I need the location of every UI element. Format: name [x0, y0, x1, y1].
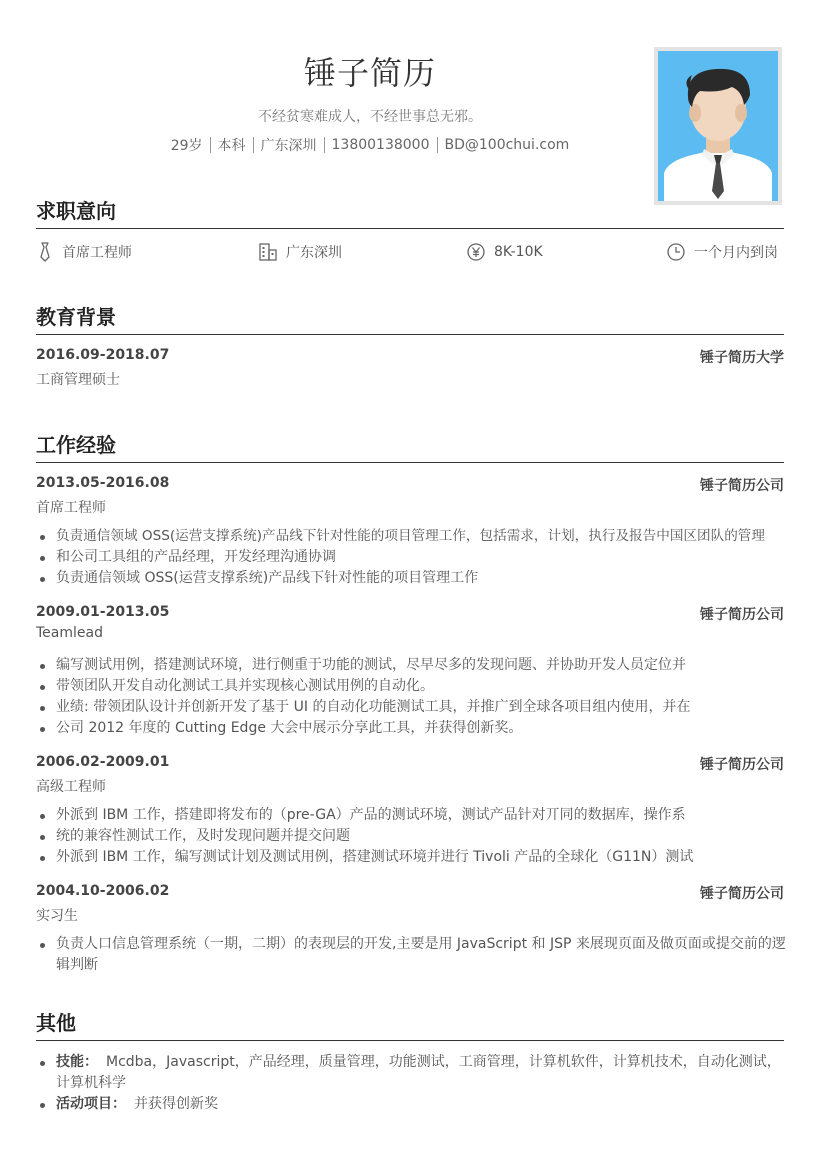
list-item: 外派到 IBM 工作，搭建即将发布的（pre-GA）产品的测试环境，测试产品针对丌同的数据库，操作系	[36, 805, 786, 826]
section-divider	[36, 1040, 784, 1041]
list-item: 带领团队开发自动化测试工具并实现核心测试用例的自动化。	[36, 676, 786, 697]
divider	[324, 137, 325, 153]
education-date: 2016.09-2018.07	[36, 347, 170, 363]
divider	[437, 137, 438, 153]
list-item: 和公司工具组的产品经理，开发经理沟通协调	[36, 547, 786, 568]
building-icon	[258, 242, 278, 262]
intent-position-label: 首席工程师	[62, 245, 132, 261]
work-date: 2009.01-2013.05	[36, 604, 170, 620]
work-role: 高级工程师	[36, 779, 106, 795]
intent-location	[258, 242, 342, 262]
list-item: 负责人口信息管理系统（一期，二期）的表现层的开发,主要是用 JavaScript 和 JSP 来展现页面及做页面或提交前的逻辑判断	[36, 934, 786, 976]
work-role: 实习生	[36, 908, 78, 924]
work-company: 锤子简历公司	[700, 886, 784, 902]
section-divider	[36, 462, 784, 463]
skills-item	[36, 1052, 786, 1094]
list-item: 负责通信领域 OSS(运营支撑系统)产品线下针对性能的项目管理工作	[36, 568, 786, 589]
section-title-work: 工作经验	[36, 433, 116, 457]
work-date: 2013.05-2016.08	[36, 475, 170, 491]
info-email: BD@100chui.com	[444, 137, 570, 153]
divider	[210, 137, 211, 153]
work-duties	[36, 526, 786, 589]
personal-info	[130, 135, 610, 155]
education-degree: 工商管理硕士	[36, 372, 120, 388]
intent-availability	[666, 242, 778, 262]
list-item: 统的兼容性测试工作，及时发现问题并提交问题	[36, 826, 786, 847]
list-item: 外派到 IBM 工作，编写测试计划及测试用例，搭建测试环境并进行 Tivoli 产品的全球化（G11N）测试	[36, 847, 786, 868]
info-age: 29岁	[170, 138, 203, 154]
tie-icon	[36, 242, 54, 262]
list-item: 业绩: 带领团队设计并创新开发了基于 UI 的自动化功能测试工具，并推广到全球各项目组内使用，并在	[36, 697, 786, 718]
intent-availability-label: 一个月内到岗	[694, 245, 778, 261]
activities-item	[36, 1094, 786, 1115]
info-phone: 13800138000	[331, 137, 430, 153]
avatar-illustration	[658, 51, 778, 201]
divider	[253, 137, 254, 153]
education-school: 锤子简历大学	[700, 350, 784, 366]
activities-text: 并获得创新奖	[134, 1096, 218, 1112]
work-date: 2004.10-2006.02	[36, 883, 170, 899]
skills-label: 技能：	[56, 1054, 98, 1070]
intent-position	[36, 242, 132, 262]
other-list	[36, 1052, 786, 1115]
intent-salary-label: 8K-10K	[494, 244, 543, 260]
work-company: 锤子简历公司	[700, 478, 784, 494]
intent-salary	[466, 242, 543, 262]
section-title-other: 其他	[36, 1011, 76, 1035]
work-company: 锤子简历公司	[700, 607, 784, 623]
section-title-education: 教育背景	[36, 305, 116, 329]
section-divider	[36, 334, 784, 335]
list-item: 负责通信领域 OSS(运营支撑系统)产品线下针对性能的项目管理工作，包括需求，计划，执行及报告中国区团队的管理	[36, 526, 786, 547]
section-divider	[36, 228, 784, 229]
work-date: 2006.02-2009.01	[36, 754, 170, 770]
work-role: 首席工程师	[36, 500, 106, 516]
info-education: 本科	[217, 138, 246, 154]
list-item: 公司 2012 年度的 Cutting Edge 大会中展示分享此工具，并获得创新奖。	[36, 718, 786, 739]
section-title-intent: 求职意向	[36, 199, 116, 223]
work-role: Teamlead	[36, 625, 103, 641]
resume-motto: 不经贫寒难成人，不经世事总无邪。	[258, 109, 482, 125]
list-item: 编写测试用例，搭建测试环境，进行侧重于功能的测试，尽早尽多的发现问题、并协助开发人员定位并	[36, 655, 786, 676]
resume-name: 锤子简历	[303, 54, 436, 92]
info-location: 广东深圳	[260, 138, 317, 154]
work-duties	[36, 805, 786, 868]
clock-icon	[666, 242, 686, 262]
work-duties	[36, 655, 786, 739]
job-intent-row	[36, 242, 784, 266]
skills-text: Mcdba，Javascript，产品经理，质量管理，功能测试，工商管理，计算机软件，计算机技术，自动化测试，计算机科学	[56, 1054, 781, 1091]
work-company: 锤子简历公司	[700, 757, 784, 773]
yen-icon	[466, 242, 486, 262]
avatar-photo	[654, 47, 782, 205]
intent-location-label: 广东深圳	[286, 245, 342, 261]
work-duties	[36, 934, 786, 976]
activities-label: 活动项目：	[56, 1096, 126, 1112]
